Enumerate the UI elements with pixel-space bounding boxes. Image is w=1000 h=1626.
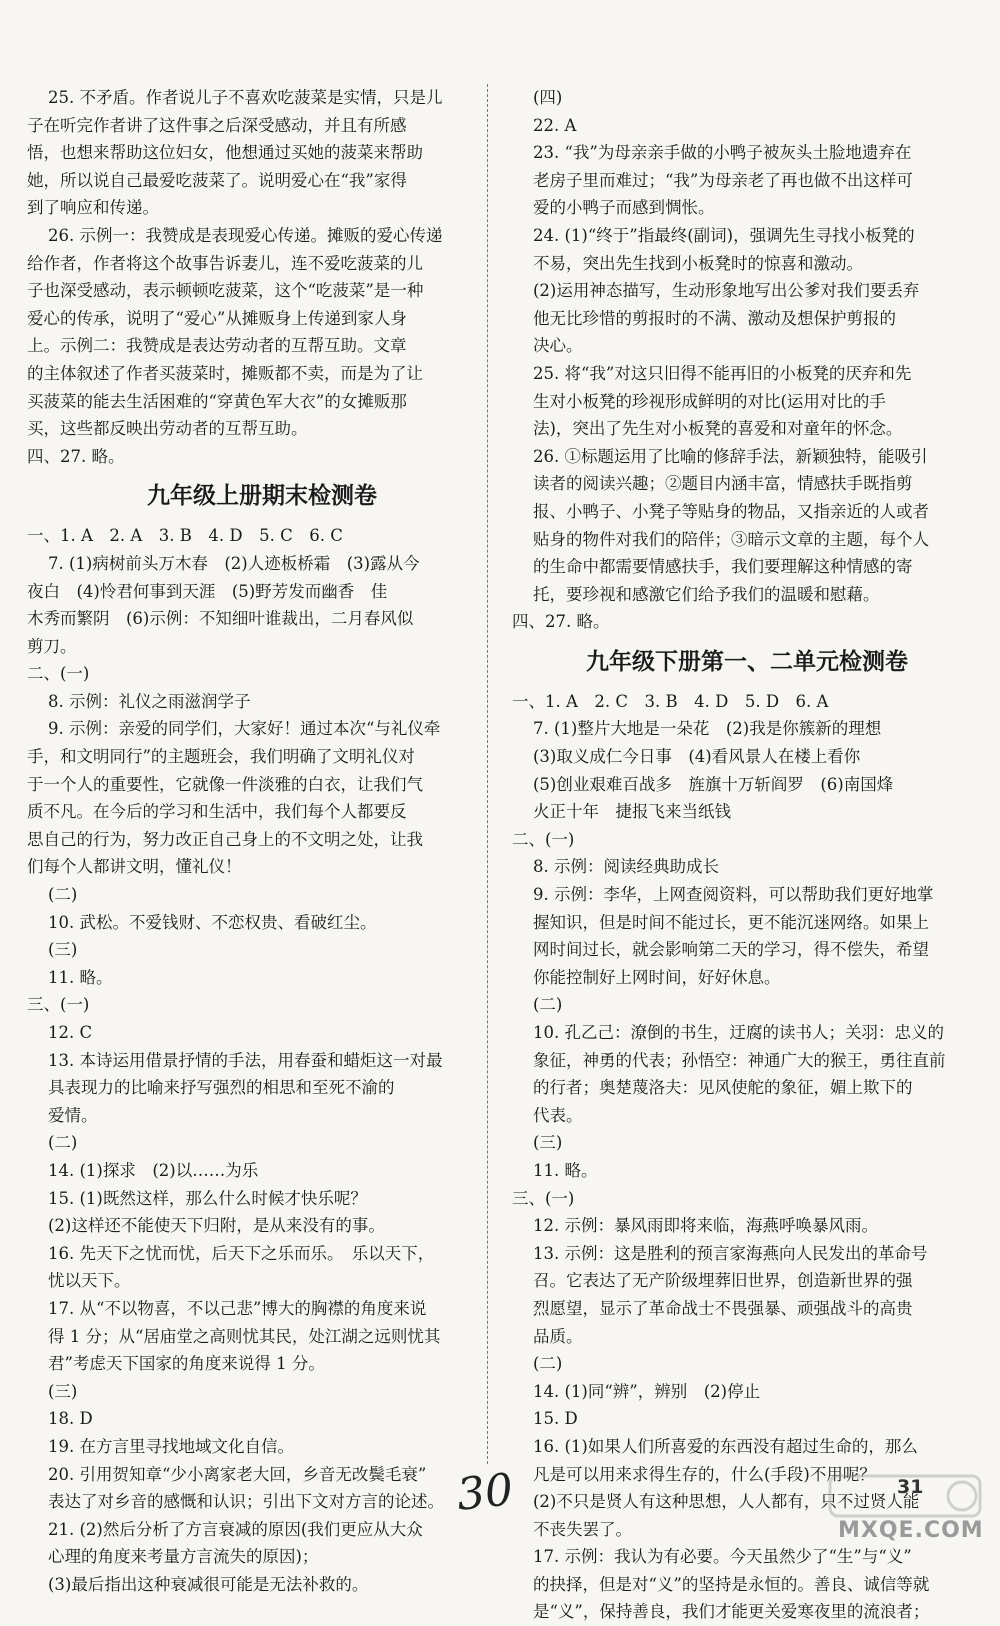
answer-line: (二): [48, 1133, 78, 1153]
answer-line: 她，所以说自己最爱吃菠菜了。说明爱心在“我”家得: [27, 170, 407, 190]
answer-line: 君”考虑天下国家的角度来说得 1 分。: [48, 1354, 325, 1374]
answer-line: 报、小鸭子、小凳子等贴身的物品，又指亲近的人或者: [533, 501, 929, 521]
answer-line: 一、1. A 2. C 3. B 4. D 5. D 6. A: [512, 691, 829, 711]
answer-line: (三): [48, 940, 78, 960]
answer-line: 买，这些都反映出劳动者的互帮互助。: [27, 419, 308, 439]
handwritten-page-number: 30: [454, 1464, 516, 1521]
answer-line: 13. 本诗运用借景抒情的手法，用春蚕和蜡炬这一对最: [48, 1050, 443, 1070]
answer-line: 12. C: [48, 1023, 93, 1042]
answer-line: 10. 孔乙己：潦倒的书生，迂腐的读书人；关羽：忠义的: [533, 1023, 944, 1042]
answer-line: 决心。: [533, 336, 583, 356]
answer-line: (二): [48, 885, 78, 905]
answer-line: 16. (1)如果人们所喜爱的东西没有超过生命的，那么: [533, 1436, 918, 1456]
answer-line: 到了响应和传递。: [27, 198, 159, 218]
answer-line: 9. 示例：李华，上网查阅资料，可以帮助我们更好地掌: [533, 885, 934, 905]
answer-line: 9. 示例：亲爱的同学们，大家好！通过本次“与礼仪牵: [48, 719, 441, 739]
answer-line: 二、(一): [27, 664, 90, 684]
answer-line: 思自己的行为，努力改正自己身上的不文明之处，让我: [27, 829, 423, 849]
answer-line: 的抉择，但是对“义”的坚持是永恒的。善良、诚信等就: [533, 1574, 930, 1594]
answer-line: 11. 略。: [533, 1160, 598, 1180]
answer-line: 19. 在方言里寻找地域文化自信。: [48, 1436, 294, 1456]
answer-line: 表达了对乡音的感慨和认识；引出下文对方言的论述。: [48, 1492, 444, 1512]
answer-line: 22. A: [533, 115, 577, 135]
answer-line: (5)创业艰难百战多 旌旗十万斩阎罗 (6)南国烽: [533, 774, 894, 794]
answer-line: 三、(一): [512, 1188, 575, 1208]
answer-line: 子在听完作者讲了这件事之后深受感动，并且有所感: [27, 115, 407, 135]
answer-line: 24. (1)“终于”指最终(副词)，强调先生寻找小板凳的: [533, 225, 915, 245]
answer-line: (四): [533, 88, 563, 107]
answer-line: 夜白 (4)怜君何事到天涯 (5)野芳发而幽香 佳: [27, 581, 388, 601]
answer-line: 爱的小鸭子而感到惆怅。: [533, 198, 715, 218]
answer-line: 贴身的物件对我们的陪伴；③暗示文章的主题，每个人: [533, 529, 929, 549]
answer-line: 14. (1)探求 (2)以……为乐: [48, 1160, 259, 1180]
left-column: [27, 84, 467, 1598]
column-divider: [487, 84, 488, 1464]
section-heading: 九年级上册期末检测卷: [147, 483, 377, 510]
answer-line: 15. (1)既然这样，那么什么时候才快乐呢？: [48, 1188, 367, 1208]
answer-line: 8. 示例：礼仪之雨滋润学子: [48, 691, 251, 711]
answer-line: 四、27. 略。: [27, 446, 125, 466]
answer-line: 13. 示例：这是胜利的预言家海燕向人民发出的革命号: [533, 1243, 928, 1263]
answer-line: 爱情。: [48, 1105, 98, 1125]
answer-line: 托，要珍视和感激它们给予我们的温暖和慰藉。: [533, 584, 880, 604]
answer-line: 16. 先天下之忧而忧，后天下之乐而乐。 乐以天下，: [48, 1243, 435, 1263]
answer-line: 烈愿望，显示了革命战士不畏强暴、顽强战斗的高贵: [533, 1298, 913, 1318]
answer-line: 18. D: [48, 1409, 93, 1429]
answer-line: 7. (1)病树前头万木春 (2)人迹板桥霜 (3)露从今: [48, 553, 420, 573]
answer-line: 25. 将“我”对这只旧得不能再旧的小板凳的厌弃和先: [533, 363, 912, 383]
answer-line: 爱心的传承，说明了“爱心”从摊贩身上传递到家人身: [27, 308, 407, 328]
answer-line: 是“义”，保持善良，我们才能更关爱寒夜里的流浪者；: [533, 1602, 930, 1622]
answer-line: 代表。: [533, 1105, 583, 1125]
answer-line: 心理的角度来考量方言流失的原因)；: [48, 1547, 319, 1567]
answer-line: 买菠菜的能去生活困难的“穿黄色军大衣”的女摊贩那: [27, 391, 407, 411]
answer-line: 14. (1)同“辨”，辨别 (2)停止: [533, 1381, 761, 1401]
answer-line: 品质。: [533, 1326, 583, 1346]
answer-line: 上。示例二：我赞成是表达劳动者的互帮互助。文章: [27, 336, 407, 356]
answer-line: (二): [533, 1354, 563, 1374]
answer-line: 们每个人都讲文明，懂礼仪！: [27, 857, 242, 877]
answer-line: (三): [48, 1381, 78, 1401]
answer-line: (三): [533, 1133, 563, 1153]
answer-line: (2)这样还不能使天下归附，是从来没有的事。: [48, 1216, 385, 1236]
answer-line: 三、(一): [27, 995, 90, 1015]
answer-line: 20. 引用贺知章“少小离家老大回，乡音无改鬓毛衰”: [48, 1464, 427, 1484]
answer-line: 忧以天下。: [48, 1271, 131, 1291]
answer-line: (3)最后指出这种衰减很可能是无法补救的。: [48, 1574, 369, 1594]
answer-line: 的主体叙述了作者买菠菜时，摊贩都不卖，而是为了让: [27, 363, 423, 383]
section-heading: 九年级下册第一、二单元检测卷: [586, 648, 908, 675]
answer-line: 于一个人的重要性，它就像一件淡雅的白衣，让我们气: [27, 774, 423, 794]
answer-line: 生对小板凳的珍视形成鲜明的对比(运用对比的手: [533, 391, 886, 411]
right-column: [512, 84, 952, 1626]
answer-line: 手，和文明同行”的主题班会，我们明确了文明礼仪对: [27, 747, 415, 767]
answer-line: 26. ①标题运用了比喻的修辞手法，新颖独特，能吸引: [533, 446, 928, 466]
answer-line: 剪刀。: [27, 636, 77, 656]
answer-line: 26. 示例一：我赞成是表现爱心传递。摊贩的爱心传递: [48, 225, 443, 245]
answer-line: 的生命中都需要情感扶手，我们要理解这种情感的寄: [533, 557, 913, 577]
answer-line: (3)取义成仁今日事 (4)看风景人在楼上看你: [533, 747, 861, 767]
answer-line: 具表现力的比喻来抒写强烈的相思和至死不渝的: [48, 1078, 395, 1098]
answer-line: 悟，也想来帮助这位妇女，他想通过买她的菠菜来帮助: [27, 143, 423, 163]
answer-line: 12. 示例：暴风雨即将来临，海燕呼唤暴风雨。: [533, 1216, 878, 1236]
answer-line: 老房子里而难过；“我”为母亲老了再也做不出这样可: [533, 170, 913, 190]
answer-line: (二): [533, 995, 563, 1015]
printed-page-number: 31: [897, 1476, 924, 1498]
answer-line: (2)不只是贤人有这种思想，人人都有，只不过贤人能: [533, 1492, 920, 1512]
answer-line: 25. 不矛盾。作者说儿子不喜欢吃菠菜是实情，只是儿: [48, 88, 443, 107]
answer-line: 他无比珍惜的剪报时的不满、激动及想保护剪报的: [533, 308, 896, 328]
answer-line: 网时间过长，就会影响第二天的学习，得不偿失，希望: [533, 940, 929, 960]
answer-line: 17. 示例：我认为有必要。今天虽然少了“生”与“义”: [533, 1547, 912, 1567]
answer-line: 得 1 分；从“居庙堂之高则忧其民，处江湖之远则忧其: [48, 1326, 441, 1346]
answer-line: 读者的阅读兴趣；②题目内涵丰富，情感扶手既指剪: [533, 474, 913, 494]
watermark-text: MXQE.COM: [838, 1518, 984, 1543]
answer-line: 凡是可以用来求得生存的，什么(手段)不用呢？: [533, 1464, 876, 1484]
answer-line: 的行者；奥楚蔑洛夫：见风使舵的象征，媚上欺下的: [533, 1078, 913, 1098]
answer-line: 质不凡。在今后的学习和生活中，我们每个人都要反: [27, 802, 407, 822]
answer-line: 7. (1)整片大地是一朵花 (2)我是你簇新的理想: [533, 719, 882, 739]
answer-line: 不丧失罢了。: [533, 1519, 632, 1539]
answer-line: 10. 武松。不爱钱财、不恋权贵、看破红尘。: [48, 912, 377, 932]
answer-line: 21. (2)然后分析了方言衰减的原因(我们更应从大众: [48, 1519, 423, 1539]
answer-line: 不易，突出先生找到小板凳时的惊喜和激动。: [533, 253, 863, 273]
answer-line: 火正十年 捷报飞来当纸钱: [533, 802, 731, 822]
answer-line: 四、27. 略。: [512, 612, 610, 632]
answer-line: 15. D: [533, 1409, 578, 1429]
answer-line: 召。它表达了无产阶级埋葬旧世界，创造新世界的强: [533, 1271, 913, 1291]
answer-line: 木秀而繁阴 (6)示例：不知细叶谁裁出，二月春风似: [27, 609, 414, 629]
answer-line: 23. “我”为母亲亲手做的小鸭子被灰头土脸地遗弃在: [533, 143, 912, 163]
answer-line: 子也深受感动，表示顿顿吃菠菜，这个“吃菠菜”是一种: [27, 281, 424, 301]
answer-line: 8. 示例：阅读经典助成长: [533, 857, 719, 877]
answer-line: (2)运用神态描写，生动形象地写出公爹对我们要丢弃: [533, 281, 920, 301]
answer-line: 17. 从“不以物喜，不以己悲”博大的胸襟的角度来说: [48, 1298, 427, 1318]
answer-line: 法)，突出了先生对小板凳的喜爱和对童年的怀念。: [533, 419, 903, 439]
answer-line: 象征，神勇的代表；孙悟空：神通广大的猴王，勇往直前: [533, 1050, 946, 1070]
answer-line: 11. 略。: [48, 967, 113, 987]
answer-line: 二、(一): [512, 829, 575, 849]
answer-line: 握知识，但是时间不能过长，更不能沉迷网络。如果上: [533, 912, 929, 932]
answer-line: 一、1. A 2. A 3. B 4. D 5. C 6. C: [27, 526, 343, 546]
answer-line: 你能控制好上网时间，好好休息。: [533, 967, 781, 987]
answer-line: 给作者，作者将这个故事告诉妻儿，连不爱吃菠菜的儿: [27, 253, 423, 273]
